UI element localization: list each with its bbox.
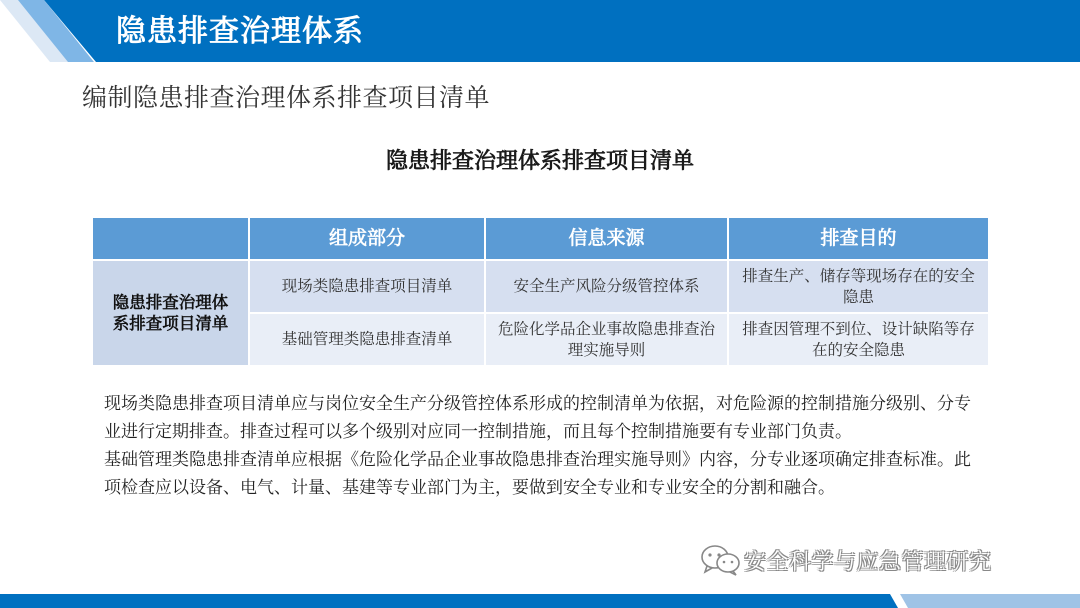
table-cell-component: 现场类隐患排查项目清单 [250, 261, 486, 314]
page-title: 隐患排查治理体系 [116, 14, 364, 49]
paragraph: 基础管理类隐患排查清单应根据《危险化学品企业事故隐患排查治理实施导则》内容，分专业逐项确定排查标准。此项检查应以设备、电气、计量、基建等专业部门为主，要做到安全专业和专业安全的分割和融合。 [104, 450, 971, 498]
wechat-icon [698, 542, 744, 578]
table-row-header: 隐患排查治理体系排查项目清单 [93, 261, 250, 367]
checklist-table [93, 218, 988, 367]
table-header-source: 信息来源 [486, 218, 729, 261]
footer-band [0, 594, 1080, 608]
table-cell-source: 危险化学品企业事故隐患排查治理实施导则 [486, 314, 729, 367]
table-title: 隐患排查治理体系排查项目清单 [385, 149, 694, 174]
table-header-component: 组成部分 [250, 218, 486, 261]
table-cell-component: 基础管理类隐患排查清单 [250, 314, 486, 367]
paragraph: 现场类隐患排查项目清单应与岗位安全生产分级管控体系形成的控制清单为依据，对危险源的控制措施分级别、分专业进行定期排查。排查过程可以多个级别对应同一控制措施，而且每个控制措施要有专业部门负责。 [104, 394, 971, 442]
watermark [698, 542, 992, 578]
section-subtitle: 编制隐患排查治理体系排查项目清单 [82, 83, 491, 112]
table-cell-purpose: 排查因管理不到位、设计缺陷等存在的安全隐患 [729, 314, 988, 367]
table-cell-source: 安全生产风险分级管控体系 [486, 261, 729, 314]
table-cell-purpose: 排查生产、储存等现场存在的安全隐患 [729, 261, 988, 314]
watermark-text: 安全科学与应急管理研究 [744, 549, 992, 575]
table-header-blank [93, 218, 250, 261]
table-header-purpose: 排查目的 [729, 218, 988, 261]
body-text [104, 390, 984, 502]
header-band [0, 0, 1080, 62]
